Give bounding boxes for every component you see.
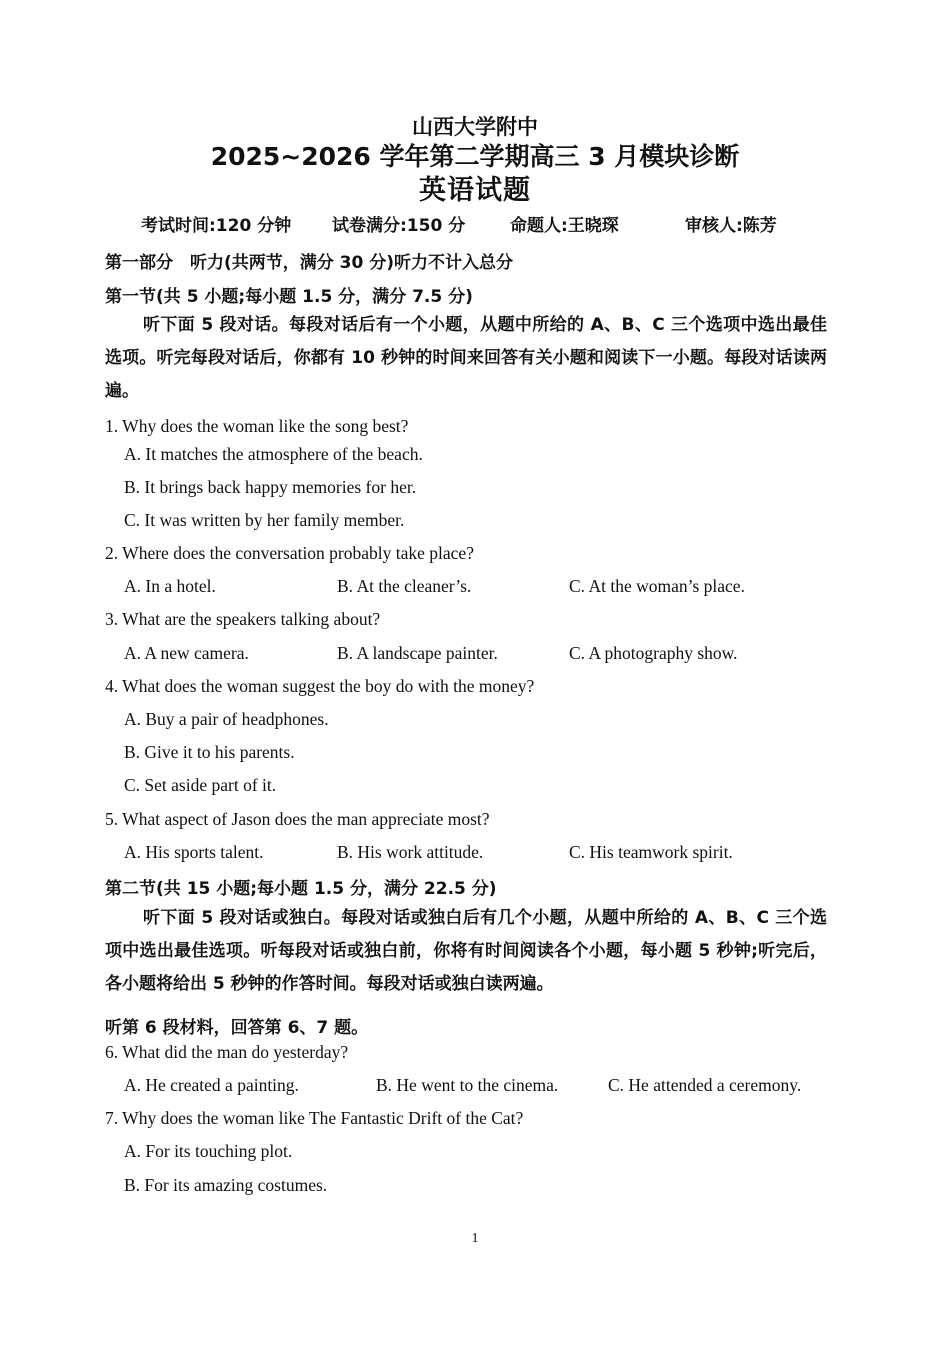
question-option: B. It brings back happy memories for her.: [124, 477, 417, 497]
exam-time: 考试时间:120 分钟: [141, 216, 292, 236]
question-stem: 7. Why does the woman like The Fantastic Drift of the Cat?: [105, 1108, 524, 1128]
question-stem: 1. Why does the woman like the song best?: [105, 416, 409, 436]
section2-title: 第二节(共 15 小题;每小题 1.5 分，满分 22.5 分): [105, 879, 497, 899]
question-option: C. Set aside part of it.: [124, 775, 277, 795]
question-option: C. At the woman’s place.: [569, 576, 745, 596]
question-option: C. His teamwork spirit.: [569, 842, 733, 862]
question-stem: 3. What are the speakers talking about?: [105, 609, 381, 629]
question-option: B. A landscape painter.: [337, 643, 498, 663]
question-option: C. He attended a ceremony.: [608, 1075, 802, 1095]
question-option: B. His work attitude.: [337, 842, 484, 862]
question-option: A. For its touching plot.: [124, 1141, 293, 1161]
question-stem: 2. Where does the conversation probably take place?: [105, 543, 474, 563]
page-number: 1: [471, 1231, 479, 1246]
section2-instructions: 听下面 5 段对话或独白。每段对话或独白后有几个小题，从题中所给的 A、B、C 三个选项中选出最佳选项。听每段对话或独白前，你将有时间阅读各个小题，每小题 5 秒钟;听完后，各小题将给出 5 秒钟的作答时间。每段对话或独白读两遍。: [105, 908, 827, 994]
question-option: A. He created a painting.: [124, 1075, 299, 1095]
question-option: B. Give it to his parents.: [124, 742, 295, 762]
question-option: B. For its amazing costumes.: [124, 1175, 328, 1195]
full-score: 试卷满分:150 分: [332, 216, 466, 236]
question-option: A. Buy a pair of headphones.: [124, 709, 329, 729]
question-option: A. A new camera.: [124, 643, 249, 663]
material-note: 听第 6 段材料，回答第 6、7 题。: [105, 1018, 369, 1038]
question-stem: 4. What does the woman suggest the boy do with the money?: [105, 676, 535, 696]
section1-instructions: 听下面 5 段对话。每段对话后有一个小题，从题中所给的 A、B、C 三个选项中选出最佳选项。听完每段对话后，你都有 10 秒钟的时间来回答有关小题和阅读下一小题。每段对话读两遍。: [105, 315, 827, 401]
part1-title: 第一部分 听力(共两节，满分 30 分)听力不计入总分: [105, 253, 514, 273]
question-option: B. At the cleaner’s.: [337, 576, 472, 596]
question-option: B. He went to the cinema.: [376, 1075, 559, 1095]
question-option: C. It was written by her family member.: [124, 510, 405, 530]
question-option: A. In a hotel.: [124, 576, 216, 596]
question-option: A. It matches the atmosphere of the beach.: [124, 444, 423, 464]
exam-title: 2025~2026 学年第二学期高三 3 月模块诊断: [210, 142, 740, 171]
subject-title: 英语试题: [419, 175, 531, 206]
question-setter: 命题人:王晓琛: [510, 216, 619, 236]
question-option: A. His sports talent.: [124, 842, 264, 862]
question-stem: 5. What aspect of Jason does the man appreciate most?: [105, 809, 490, 829]
reviewer: 审核人:陈芳: [685, 216, 777, 236]
question-option: C. A photography show.: [569, 643, 738, 663]
section1-title: 第一节(共 5 小题;每小题 1.5 分，满分 7.5 分): [105, 287, 473, 307]
school-name: 山西大学附中: [412, 115, 538, 139]
question-stem: 6. What did the man do yesterday?: [105, 1042, 349, 1062]
